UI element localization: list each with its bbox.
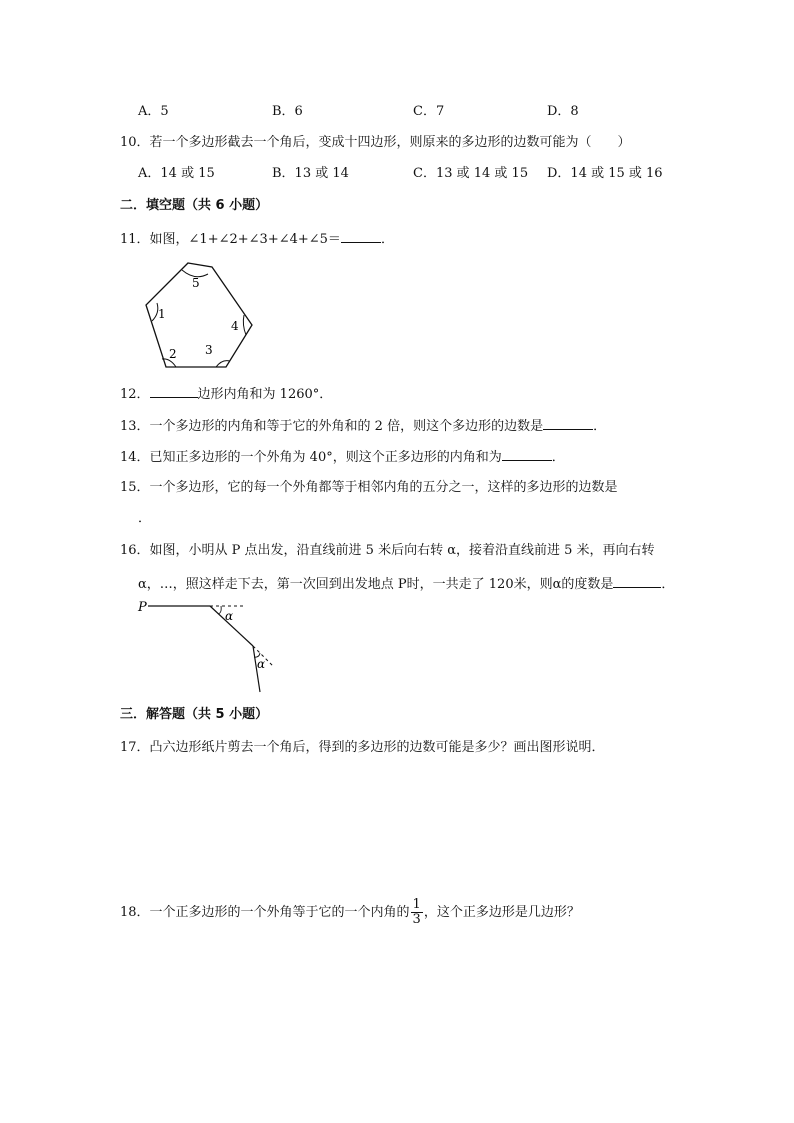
- q15-stem-line1: 15．一个多边形，它的每一个外角都等于相邻内角的五分之一，这样的多边形的边数是: [120, 480, 618, 495]
- turn-angle-arc-1: [218, 606, 221, 614]
- q10-option-d: D．14 或 15 或 16: [547, 166, 663, 181]
- angle-label-3: 3: [205, 343, 213, 357]
- q9-option-d: D．8: [547, 104, 579, 119]
- q13-answer-blank[interactable]: [543, 416, 593, 430]
- walking-path-figure: [132, 596, 282, 696]
- one-third-fraction: [411, 898, 423, 927]
- q12-text: 边形内角和为 1260°．: [197, 387, 333, 402]
- q10-option-c: C．13 或 14 或 15: [413, 166, 529, 181]
- q15-stem-line2: ．: [138, 511, 152, 526]
- fraction-numerator: 1: [412, 897, 421, 912]
- q13-period: ．: [593, 419, 607, 434]
- q18-text-end: ，这个正多边形是几边形？: [423, 905, 580, 920]
- q11-stem: [120, 229, 394, 249]
- turn-angle-label-1: α: [225, 609, 234, 623]
- q13-stem: [120, 416, 606, 436]
- q11-answer-blank[interactable]: [341, 229, 381, 243]
- q16-period: ．: [661, 577, 675, 592]
- q14-period: ．: [551, 450, 565, 465]
- q9-option-b: B．6: [272, 104, 303, 119]
- q11-period: ．: [380, 232, 394, 247]
- q9-option-a: A．5: [138, 104, 169, 119]
- q14-answer-blank[interactable]: [502, 447, 552, 461]
- q18-stem: [120, 898, 580, 928]
- q16-text: α，…，照这样走下去，第一次回到出发地点 P时，一共走了 120米，则α的度数是: [138, 577, 614, 592]
- turn-angle-label-2: α: [257, 657, 266, 671]
- q17-stem: 17．凸六边形纸片剪去一个角后，得到的多边形的边数可能是多少？画出图形说明．: [120, 740, 605, 755]
- q11-text: 11．如图，∠1+∠2+∠3+∠4+∠5＝: [120, 232, 341, 247]
- section-answer-title: 三．解答题（共 5 小题）: [120, 707, 269, 722]
- angle-arc-1: [152, 303, 158, 321]
- q12-number: 12．: [120, 387, 150, 402]
- q16-answer-blank[interactable]: [613, 574, 661, 588]
- angle-label-1: 1: [158, 307, 166, 321]
- pentagon-figure: [138, 255, 263, 375]
- q18-text: 18．一个正多边形的一个外角等于它的一个内角的: [120, 905, 410, 920]
- angle-arc-4: [243, 315, 246, 335]
- q12-stem: [120, 384, 332, 404]
- q13-text: 13．一个多边形的内角和等于它的外角和的 2 倍，则这个多边形的边数是: [120, 419, 544, 434]
- q14-text: 14．已知正多边形的一个外角为 40°，则这个正多边形的内角和为: [120, 450, 502, 465]
- fraction-denominator: 3: [412, 912, 421, 927]
- q10-stem: 10．若一个多边形截去一个角后，变成十四边形，则原来的多边形的边数可能为（ ）: [120, 135, 631, 150]
- start-point-label: P: [138, 600, 147, 615]
- q9-option-c: C．7: [413, 104, 445, 119]
- section-fill-in-title: 二．填空题（共 6 小题）: [120, 198, 269, 213]
- q16-stem-line2: [138, 574, 674, 594]
- q10-option-a: A．14 或 15: [138, 166, 215, 181]
- angle-label-4: 4: [231, 319, 239, 333]
- q16-stem-line1: 16．如图，小明从 P 点出发，沿直线前进 5 米后向右转 α，接着沿直线前进 5 米，再向右转: [120, 543, 655, 558]
- q10-option-b: B．13 或 14: [272, 166, 349, 181]
- q14-stem: [120, 447, 565, 467]
- q12-answer-blank[interactable]: [150, 384, 198, 398]
- angle-label-5: 5: [192, 276, 200, 290]
- angle-label-2: 2: [169, 347, 177, 361]
